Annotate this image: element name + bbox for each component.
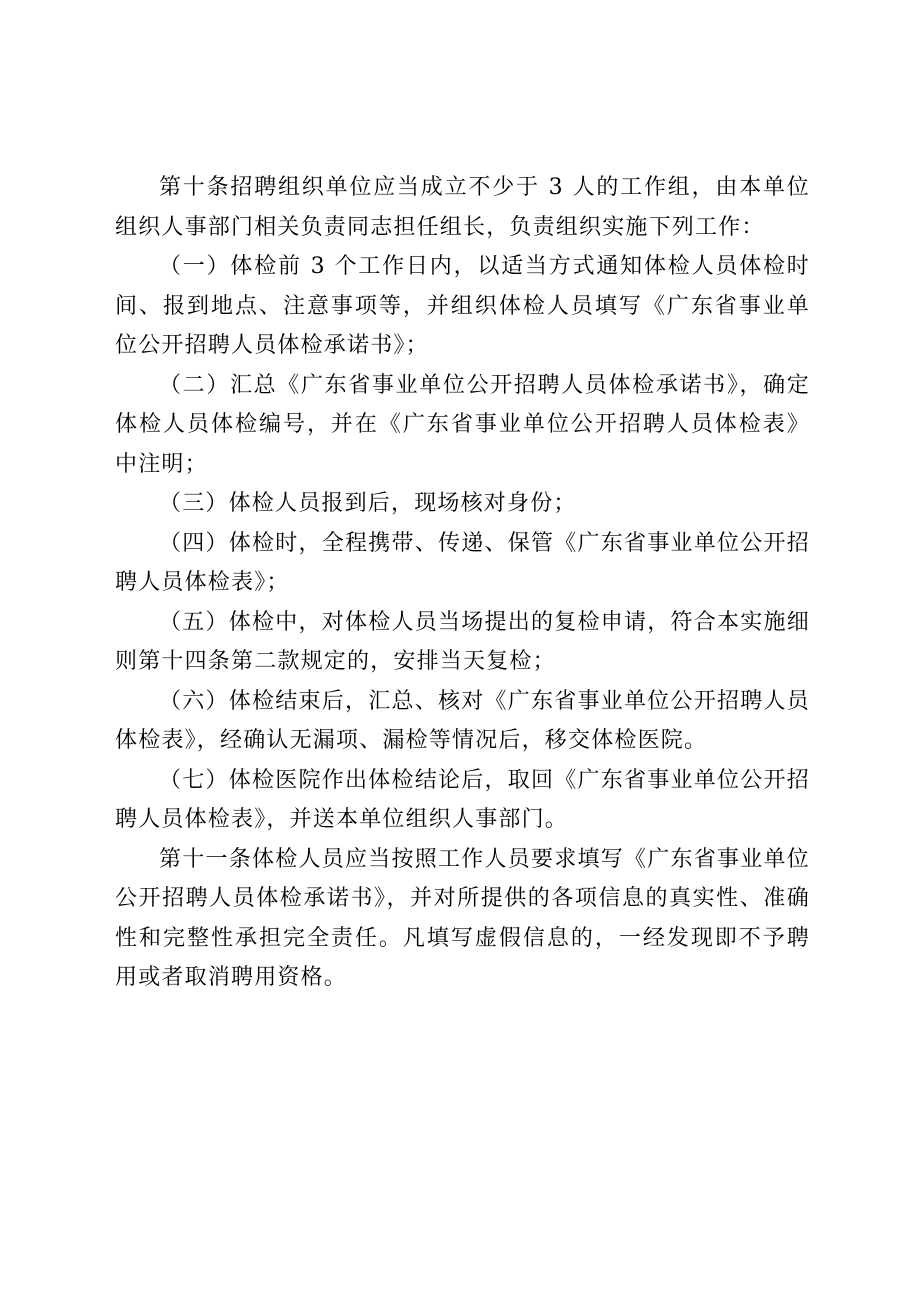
document-body	[115, 168, 810, 998]
item-4-paragraph: （四）体检时，全程携带、传递、保管《广东省事业单位公开招聘人员体检表》；	[115, 530, 810, 595]
item-7-paragraph: （七）体检医院作出体检结论后，取回《广东省事业单位公开招聘人员体检表》，并送本单位组织人事部门。	[115, 767, 810, 832]
item-5-paragraph: （五）体检中，对体检人员当场提出的复检申请，符合本实施细则第十四条第二款规定的，安排当天复检；	[115, 609, 810, 674]
item-6-paragraph: （六）体检结束后，汇总、核对《广东省事业单位公开招聘人员体检表》，经确认无漏项、漏检等情况后，移交体检医院。	[115, 688, 810, 753]
article-11-paragraph: 第十一条体检人员应当按照工作人员要求填写《广东省事业单位公开招聘人员体检承诺书》，并对所提供的各项信息的真实性、准确性和完整性承担完全责任。凡填写虚假信息的，一经发现即不予聘用或者取消聘用资格。	[115, 846, 810, 990]
article-10-paragraph: 第十条招聘组织单位应当成立不少于 3 人的工作组，由本单位组织人事部门相关负责同志担任组长，负责组织实施下列工作：	[115, 175, 810, 240]
item-1-paragraph: （一）体检前 3 个工作日内，以适当方式通知体检人员体检时间、报到地点、注意事项等，并组织体检人员填写《广东省事业单位公开招聘人员体检承诺书》；	[115, 254, 810, 358]
item-3-paragraph: （三）体检人员报到后，现场核对身份；	[159, 491, 577, 516]
item-2-paragraph: （二）汇总《广东省事业单位公开招聘人员体检承诺书》，确定体检人员体检编号，并在《广东省事业单位公开招聘人员体检表》中注明；	[115, 372, 810, 477]
